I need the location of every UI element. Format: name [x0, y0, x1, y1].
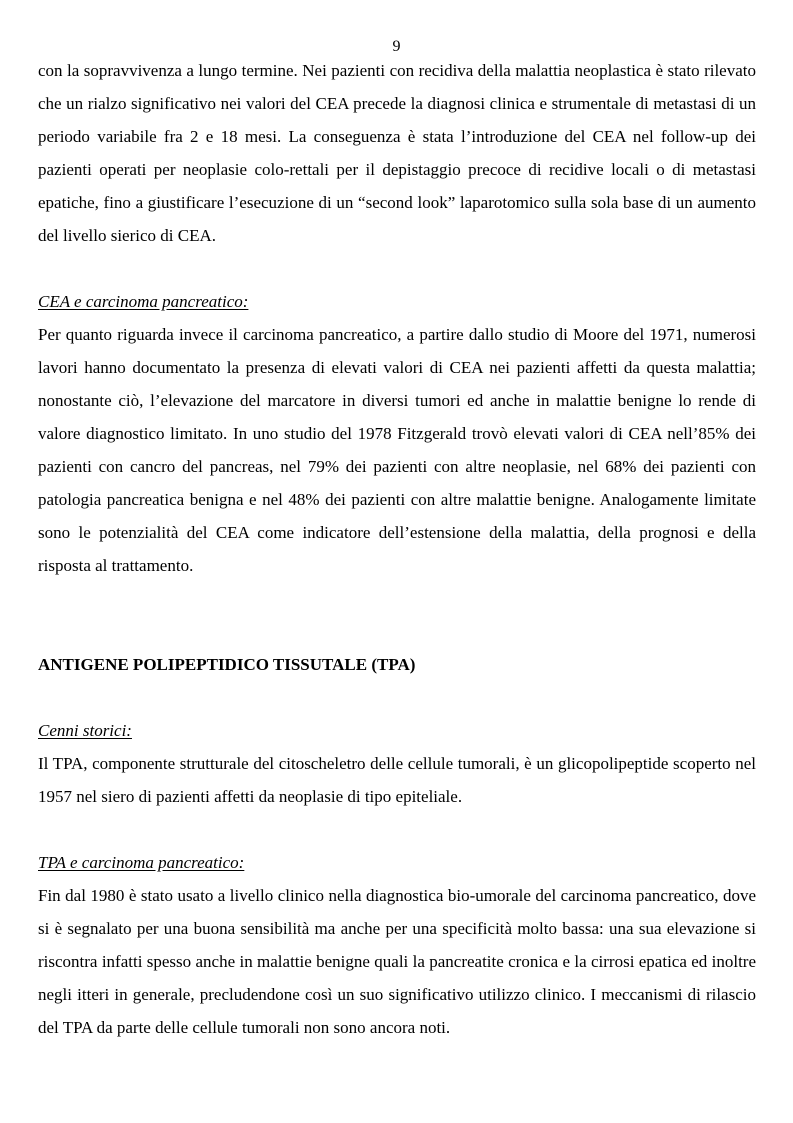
subheading-tpa-pancreatic: TPA e carcinoma pancreatico: [38, 853, 245, 872]
subheading-cea-pancreatic: CEA e carcinoma pancreatico: [38, 292, 249, 311]
document-body [38, 54, 756, 1044]
paragraph-tpa-pancreatic: Fin dal 1980 è stato usato a livello clinico nella diagnostica bio-umorale del carcinoma pancreatico, dove si è segnalato per una buona sensibilità ma anche per una specificità molto bassa: una sua elevazione si riscontra infatti spesso anche in malattie benigne quali la pancreatite cronica e la cirrosi epatica ed inoltre negli itteri in generale, precludendone così un suo significativo utilizzo clinico. I meccanismi di rilascio del TPA da parte delle cellule tumorali non sono ancora noti. [38, 886, 756, 1037]
paragraph-cea-pancreatic: Per quanto riguarda invece il carcinoma pancreatico, a partire dallo studio di Moore del 1971, numerosi lavori hanno documentato la presenza di elevati valori di CEA nei pazienti affetti da questa malattia; nonostante ciò, l’elevazione del marcatore in diversi tumori ed anche in malattie benigne lo rende di valore diagnostico limitato. In uno studio del 1978 Fitzgerald trovò elevati valori di CEA nell’85% dei pazienti con cancro del pancreas, nel 79% dei pazienti con altre neoplasie, nel 68% dei pazienti con patologia pancreatica benigna e nel 48% dei pazienti con altre malattie benigne. Analogamente limitate sono le potenzialità del CEA come indicatore dell’estensione della malattia, della prognosi e della risposta al trattamento. [38, 325, 756, 575]
paragraph-cea-continuation: con la sopravvivenza a lungo termine. Nei pazienti con recidiva della malattia neoplastica è stato rilevato che un rialzo significativo nei valori del CEA precede la diagnosi clinica e strumentale di metastasi di un periodo variabile fra 2 e 18 mesi. La conseguenza è stata l’introduzione del CEA nel follow-up dei pazienti operati per neoplasie colo-rettali per il depistaggio precoce di recidive locali o di metastasi epatiche, fino a giustificare l’esecuzione di un “second look” laparotomico sulla sola base di un aumento del livello sierico di CEA. [38, 61, 756, 245]
paragraph-history: Il TPA, componente strutturale del citoscheletro delle cellule tumorali, è un glicopolipeptide scoperto nel 1957 nel siero di pazienti affetti da neoplasie di tipo epiteliale. [38, 754, 756, 806]
subheading-history: Cenni storici: [38, 721, 132, 740]
page-number: 9 [392, 38, 401, 55]
spacer [38, 252, 756, 285]
spacer [38, 582, 756, 648]
section-title-tpa: ANTIGENE POLIPEPTIDICO TISSUTALE (TPA) [38, 655, 416, 674]
spacer [38, 813, 756, 846]
spacer [38, 681, 756, 714]
